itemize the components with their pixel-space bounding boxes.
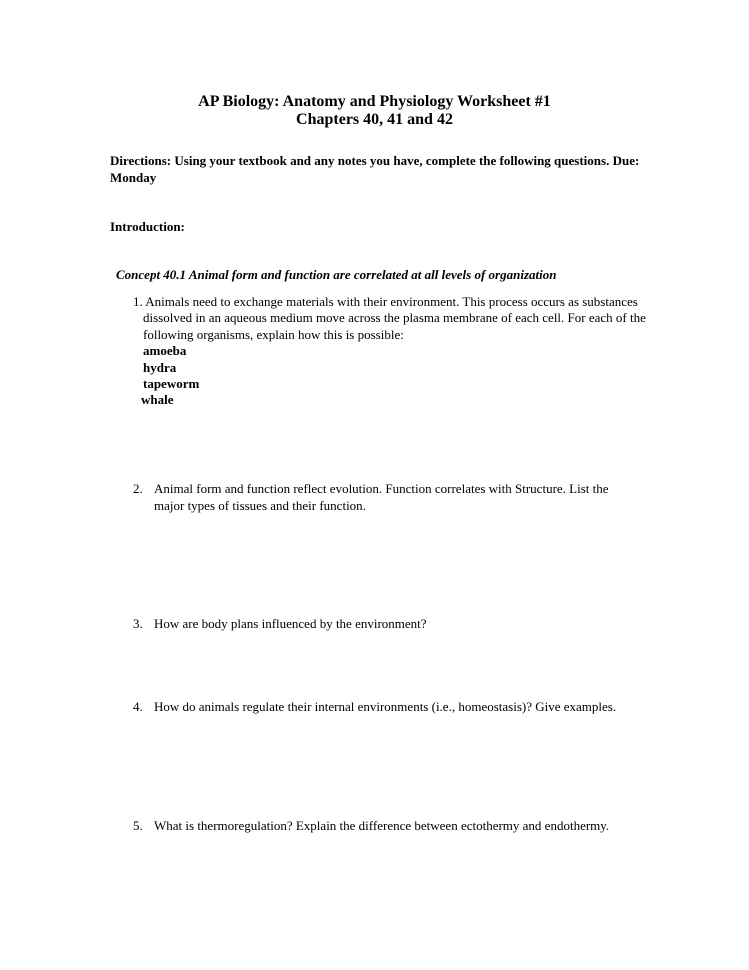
- directions-text: Directions: Using your textbook and any notes you have, complete the following questions. Due: Monday: [110, 153, 640, 185]
- question-2: [133, 480, 633, 514]
- worksheet-subtitle: Chapters 40, 41 and 42: [296, 111, 453, 128]
- question-text: How are body plans influenced by the environment?: [154, 616, 427, 631]
- organism-list: [133, 343, 653, 409]
- organism-item-hydra: hydra: [143, 359, 177, 375]
- question-number: 4.: [133, 699, 143, 714]
- question-number: 3.: [133, 616, 143, 631]
- question-1: [133, 294, 653, 409]
- question-text: Animals need to exchange materials with their environment. This process occurs as substances dissolved in an aqueous medium move across the plasma membrane of each cell. For each of the following organisms, explain how this is possible:: [143, 294, 646, 342]
- question-4: [133, 698, 633, 715]
- worksheet-title: AP Biology: Anatomy and Physiology Worksheet #1: [198, 93, 551, 110]
- organism-item-amoeba: amoeba: [143, 343, 187, 359]
- question-5: [133, 817, 633, 834]
- question-1-text: [133, 294, 653, 343]
- concept-heading: Concept 40.1 Animal form and function are correlated at all levels of organization: [116, 267, 557, 282]
- question-text: What is thermoregulation? Explain the difference between ectothermy and endothermy.: [154, 818, 610, 833]
- question-number: 1.: [133, 294, 143, 309]
- introduction-heading: Introduction:: [110, 219, 185, 234]
- question-number: 5.: [133, 818, 143, 833]
- question-3: [133, 615, 633, 632]
- question-text: Animal form and function reflect evolution. Function correlates with Structure. List the major types of tissues and their function.: [154, 481, 609, 513]
- question-number: 2.: [133, 481, 143, 496]
- organism-item-whale: whale: [141, 392, 174, 408]
- organism-item-tapeworm: tapeworm: [143, 376, 200, 392]
- question-text: How do animals regulate their internal environments (i.e., homeostasis)? Give examples.: [154, 699, 617, 714]
